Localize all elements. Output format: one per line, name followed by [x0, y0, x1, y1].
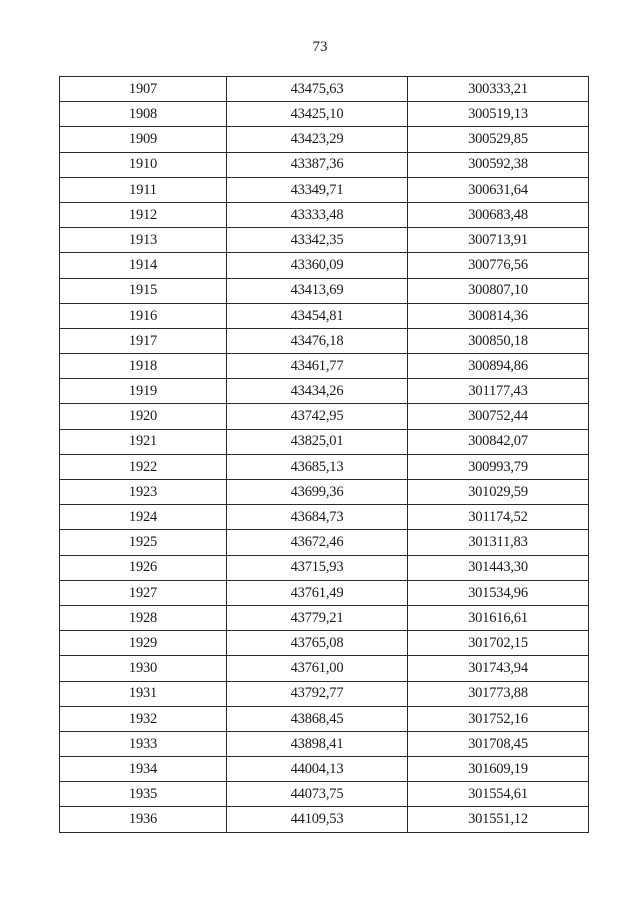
value-b-cell: 301443,30	[408, 555, 589, 580]
value-a-cell: 43434,26	[227, 379, 408, 404]
value-b-cell: 300713,91	[408, 228, 589, 253]
value-a-cell: 43333,48	[227, 202, 408, 227]
value-b-cell: 300894,86	[408, 354, 589, 379]
table-row	[60, 77, 589, 102]
table-row	[60, 429, 589, 454]
table-row	[60, 631, 589, 656]
table-row	[60, 681, 589, 706]
value-a-cell: 43765,08	[227, 631, 408, 656]
value-b-cell: 300519,13	[408, 102, 589, 127]
value-a-cell: 43761,00	[227, 656, 408, 681]
year-cell: 1924	[60, 505, 227, 530]
value-b-cell: 301554,61	[408, 782, 589, 807]
value-a-cell: 43825,01	[227, 429, 408, 454]
year-cell: 1919	[60, 379, 227, 404]
value-a-cell: 43423,29	[227, 127, 408, 152]
value-a-cell: 44004,13	[227, 757, 408, 782]
data-table	[59, 76, 589, 833]
value-a-cell: 43360,09	[227, 253, 408, 278]
table-row	[60, 555, 589, 580]
table-row	[60, 757, 589, 782]
value-a-cell: 43898,41	[227, 731, 408, 756]
year-cell: 1935	[60, 782, 227, 807]
year-cell: 1916	[60, 303, 227, 328]
value-b-cell: 300333,21	[408, 77, 589, 102]
value-b-cell: 301743,94	[408, 656, 589, 681]
value-a-cell: 43454,81	[227, 303, 408, 328]
value-b-cell: 300807,10	[408, 278, 589, 303]
year-cell: 1928	[60, 605, 227, 630]
value-a-cell: 43779,21	[227, 605, 408, 630]
value-a-cell: 43425,10	[227, 102, 408, 127]
table-row	[60, 706, 589, 731]
table-row	[60, 278, 589, 303]
value-a-cell: 43715,93	[227, 555, 408, 580]
year-cell: 1918	[60, 354, 227, 379]
value-a-cell: 43792,77	[227, 681, 408, 706]
year-cell: 1913	[60, 228, 227, 253]
table-row	[60, 328, 589, 353]
value-b-cell: 300776,56	[408, 253, 589, 278]
value-a-cell: 43342,35	[227, 228, 408, 253]
year-cell: 1908	[60, 102, 227, 127]
table-row	[60, 731, 589, 756]
table-row	[60, 202, 589, 227]
value-b-cell: 301551,12	[408, 807, 589, 832]
value-a-cell: 43413,69	[227, 278, 408, 303]
year-cell: 1907	[60, 77, 227, 102]
year-cell: 1915	[60, 278, 227, 303]
table-row	[60, 656, 589, 681]
year-cell: 1933	[60, 731, 227, 756]
table-row	[60, 782, 589, 807]
table-row	[60, 807, 589, 832]
table-row	[60, 530, 589, 555]
year-cell: 1917	[60, 328, 227, 353]
value-b-cell: 300850,18	[408, 328, 589, 353]
value-a-cell: 43476,18	[227, 328, 408, 353]
table-row	[60, 404, 589, 429]
value-b-cell: 301616,61	[408, 605, 589, 630]
value-b-cell: 300814,36	[408, 303, 589, 328]
year-cell: 1914	[60, 253, 227, 278]
table-row	[60, 605, 589, 630]
year-cell: 1921	[60, 429, 227, 454]
value-a-cell: 44073,75	[227, 782, 408, 807]
value-b-cell: 300631,64	[408, 177, 589, 202]
value-b-cell: 301534,96	[408, 580, 589, 605]
value-b-cell: 301174,52	[408, 505, 589, 530]
page-number: 73	[312, 39, 328, 55]
table-body	[60, 77, 589, 833]
value-a-cell: 43699,36	[227, 480, 408, 505]
table-row	[60, 177, 589, 202]
year-cell: 1929	[60, 631, 227, 656]
table-row	[60, 379, 589, 404]
value-a-cell: 43672,46	[227, 530, 408, 555]
year-cell: 1910	[60, 152, 227, 177]
value-a-cell: 44109,53	[227, 807, 408, 832]
value-a-cell: 43475,63	[227, 77, 408, 102]
year-cell: 1931	[60, 681, 227, 706]
table-row	[60, 228, 589, 253]
table-row	[60, 253, 589, 278]
year-cell: 1909	[60, 127, 227, 152]
table-row	[60, 303, 589, 328]
table-row	[60, 505, 589, 530]
value-b-cell: 301708,45	[408, 731, 589, 756]
table-row	[60, 580, 589, 605]
value-b-cell: 300752,44	[408, 404, 589, 429]
year-cell: 1926	[60, 555, 227, 580]
value-a-cell: 43461,77	[227, 354, 408, 379]
year-cell: 1932	[60, 706, 227, 731]
value-a-cell: 43868,45	[227, 706, 408, 731]
value-a-cell: 43685,13	[227, 454, 408, 479]
value-b-cell: 300842,07	[408, 429, 589, 454]
value-b-cell: 301177,43	[408, 379, 589, 404]
table-row	[60, 480, 589, 505]
year-cell: 1936	[60, 807, 227, 832]
value-a-cell: 43742,95	[227, 404, 408, 429]
table-row	[60, 152, 589, 177]
value-b-cell: 301773,88	[408, 681, 589, 706]
value-b-cell: 300529,85	[408, 127, 589, 152]
value-a-cell: 43349,71	[227, 177, 408, 202]
value-b-cell: 301752,16	[408, 706, 589, 731]
year-cell: 1925	[60, 530, 227, 555]
year-cell: 1920	[60, 404, 227, 429]
value-a-cell: 43761,49	[227, 580, 408, 605]
year-cell: 1922	[60, 454, 227, 479]
value-b-cell: 301609,19	[408, 757, 589, 782]
table-row	[60, 454, 589, 479]
year-cell: 1930	[60, 656, 227, 681]
table-row	[60, 102, 589, 127]
year-cell: 1911	[60, 177, 227, 202]
year-cell: 1927	[60, 580, 227, 605]
year-cell: 1912	[60, 202, 227, 227]
value-b-cell: 300683,48	[408, 202, 589, 227]
year-cell: 1923	[60, 480, 227, 505]
value-b-cell: 300592,38	[408, 152, 589, 177]
value-b-cell: 301029,59	[408, 480, 589, 505]
year-cell: 1934	[60, 757, 227, 782]
table-row	[60, 127, 589, 152]
value-a-cell: 43387,36	[227, 152, 408, 177]
table-row	[60, 354, 589, 379]
value-b-cell: 301702,15	[408, 631, 589, 656]
value-b-cell: 301311,83	[408, 530, 589, 555]
value-b-cell: 300993,79	[408, 454, 589, 479]
value-a-cell: 43684,73	[227, 505, 408, 530]
